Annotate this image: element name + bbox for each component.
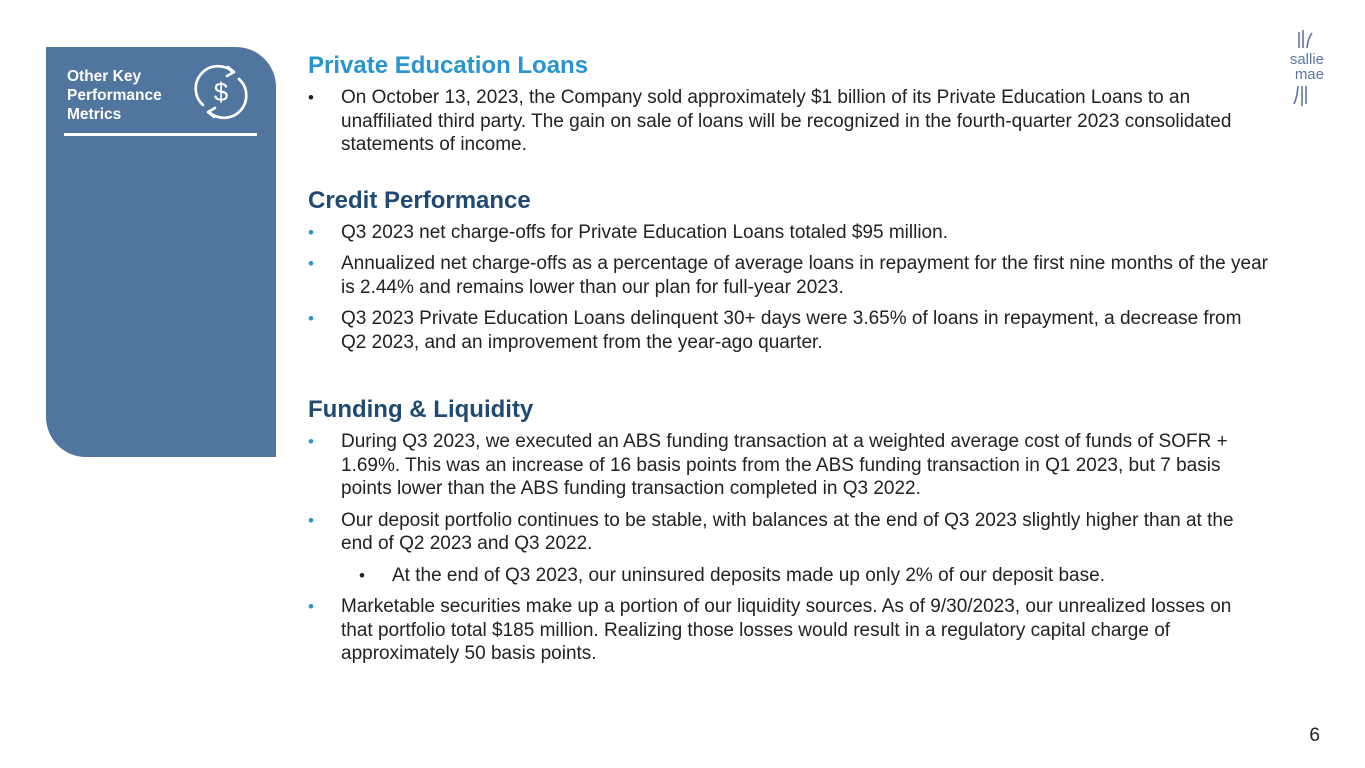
bullet-item: • Q3 2023 net charge-offs for Private Education Loans totaled $95 million.: [308, 221, 1268, 245]
bullet-item: • Our deposit portfolio continues to be stable, with balances at the end of Q3 2023 slightly higher than at the end of Q2 2023 and Q3 2022.: [308, 509, 1268, 556]
side-title-line: Other Key: [67, 68, 142, 85]
logo-line: sallie: [1289, 51, 1324, 68]
logo-line: mae: [1294, 66, 1324, 83]
bullet-item: • Q3 2023 Private Education Loans delinquent 30+ days were 3.65% of loans in repayment, a decrease from Q2 2023, and an improvement from the year-ago quarter.: [308, 307, 1268, 354]
bullet-item: • On October 13, 2023, the Company sold approximately $1 billion of its Private Education Loans to an unaffiliated third party. The gain on sale of loans will be recognized in the fourth-quarter 2023 consolidated statements of income.: [308, 86, 1268, 157]
section-credit-performance: [308, 185, 1268, 355]
side-title-line: Performance: [67, 87, 162, 104]
side-panel-divider: [64, 133, 257, 136]
bullet-item: • During Q3 2023, we executed an ABS funding transaction at a weighted average cost of funds of SOFR + 1.69%. This was an increase of 16 basis points from the ABS funding transaction in Q1 2023, but 7 basis points lower than the ABS funding transaction completed in Q3 2022.: [308, 430, 1268, 501]
section-heading: Credit Performance: [308, 186, 531, 214]
bullet-item: • Marketable securities make up a portion of our liquidity sources. As of 9/30/2023, our unrealized losses on that portfolio total $185 million. Realizing those losses would result in a regulatory capital charge of approximately 50 basis points.: [308, 595, 1268, 666]
sub-bullet-item: • At the end of Q3 2023, our uninsured deposits made up only 2% of our deposit base.: [359, 564, 1268, 588]
section-private-education-loans: [308, 50, 1268, 157]
side-title-line: Metrics: [67, 106, 122, 123]
logo-wordmark: [1280, 52, 1324, 82]
side-panel-title: [67, 67, 187, 124]
svg-text:$: $: [213, 77, 229, 107]
section-heading: Private Education Loans: [308, 52, 589, 79]
bullet-item: • Annualized net charge-offs as a percentage of average loans in repayment for the first nine months of the year is 2.44% and remains lower than our plan for full-year 2023.: [308, 252, 1268, 299]
side-panel: [46, 47, 276, 457]
dollar-cycle-icon: [190, 61, 252, 123]
page-number: 6: [1309, 725, 1320, 746]
main-content: [308, 50, 1268, 674]
section-heading: Funding & Liquidity: [308, 396, 534, 423]
section-funding-liquidity: [308, 394, 1268, 666]
